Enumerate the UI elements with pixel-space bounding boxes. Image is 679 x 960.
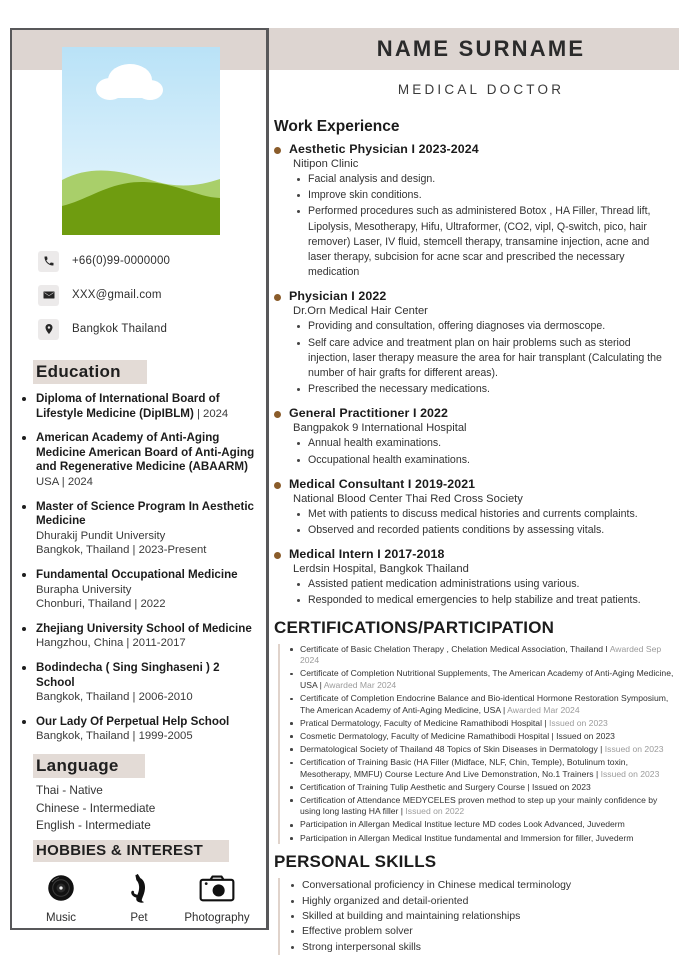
phone-icon [38,251,59,272]
language-item: Thai - Native [36,783,103,797]
certifications-heading: CERTIFICATIONS/PARTICIPATION [274,617,555,637]
language-item: Chinese - Intermediate [36,800,156,815]
education-meta: Dhurakij Pundit University Bangkok, Thailand | 2023-Present [36,529,207,557]
experience-role: Physician I 2022 [289,289,387,304]
experience-role: General Practitioner I 2022 [289,406,449,421]
experience-bullets [295,577,671,608]
certification-note: Issued on 2023 [549,717,608,728]
education-item [18,622,261,651]
certification-text: Certificate of Basic Chelation Therapy , Chelation Medical Association, Thailand I [300,643,610,654]
experience-bullets [295,172,671,280]
personal-skill-item: Effective problem solver [286,924,679,939]
work-experience-heading: Work Experience [274,118,400,135]
certification-item [286,795,679,818]
experience-bullet: Prescribed the necessary medications. [295,382,671,397]
cat-icon [101,868,177,908]
education-degree: American Academy of Anti-Aging Medicine American Board of Anti-Aging and Regenerative Medicine (ABAARM) [36,431,255,474]
experience-bullet: Improve skin conditions. [295,188,671,203]
experience-organization: Bangpakok 9 International Hospital [293,422,467,435]
vinyl-record-icon [23,868,99,908]
hobbies-list [22,868,256,924]
certification-text: Cosmetic Dermatology, Faculty of Medicine Ramathibodi Hospital | Issued on 2023 [300,730,615,741]
certification-note: Awarded Mar 2024 [507,704,580,715]
experience-role: Medical Consultant I 2019-2021 [289,476,476,491]
certification-note: Issued on 2022 [405,806,465,817]
certification-note: Issued on 2023 [604,743,664,754]
experience-organization: Lerdsin Hospital, Bangkok Thailand [293,563,469,576]
location-value: Bangkok Thailand [72,323,168,335]
education-item [18,431,261,489]
education-meta: Bangkok, Thailand | 1999-2005 [36,730,193,743]
personal-skill-item: Highly organized and detail-oriented [286,894,679,909]
certification-item [286,782,679,794]
certifications-block [278,644,679,845]
experience-organization: Nitipon Clinic [293,158,359,170]
certification-item [286,644,679,667]
education-meta: | 2024 [193,407,229,420]
experience-item [272,477,671,538]
education-item [18,500,261,558]
education-list [18,392,261,754]
education-meta: Burapha University Chonburi, Thailand | 2022 [36,583,166,611]
certification-item [286,744,679,756]
certification-item [286,757,679,780]
main-column [268,70,679,955]
certification-text: Certification of Training Tulip Aesthetic and Surgery Course | Issued on 2023 [300,781,591,792]
experience-bullet: Assisted patient medication administrations using various. [295,577,671,592]
certification-text: Participation in Allergan Medical Institue fundamental and Immersion for filler, Juvederm [300,832,634,843]
certification-item [286,668,679,691]
education-meta: Hangzhou, China | 2011-2017 [36,637,186,650]
certification-text: Certification of Training Basic (HA Filler (Midface, NLF, Chin, Temple), Botulinum toxin, Mesotherapy, MMFU) Course Lecture And Live Demonstration, No.1 Trainers | [300,757,628,779]
experience-item [272,547,671,608]
education-meta: USA | 2024 [36,475,93,488]
language-list [36,782,155,835]
experience-role: Medical Intern I 2017-2018 [289,547,445,562]
education-degree: Master of Science Program In Aesthetic Medicine [36,499,254,528]
hobby-music [23,868,99,924]
experience-bullet: Self care advice and treatment plan on hair problems such as steriod injection, laser therapy measure the area for hair transplant (Calculating the number of hair grafts for different areas). [295,336,671,382]
education-heading: Education [33,360,147,384]
personal-skill-item: Conversational proficiency in Chinese medical terminology [286,878,679,893]
contact-email[interactable] [38,280,258,310]
language-heading: Language [33,754,145,778]
experience-bullets [295,319,671,397]
language-item: English - Intermediate [36,818,151,832]
experience-bullet: Observed and recorded patients conditions by assessing vitals. [295,523,671,538]
certification-text: Dermatological Society of Thailand 48 Topics of Skin Diseases in Dermatology | [300,743,605,754]
certification-note: Awarded Sep 2024 [300,643,662,666]
phone-value: +66(0)99-0000000 [72,255,171,267]
experience-bullets [295,507,671,538]
personal-skills-list [286,878,679,955]
experience-bullet: Responded to medical emergencies to help stabilize and treat patients. [295,593,671,608]
job-title: MEDICAL DOCTOR [397,82,565,97]
experience-organization: Dr.Orn Medical Hair Center [293,305,428,318]
education-degree: Zhejiang University School of Medicine [36,621,252,635]
experience-bullet: Performed procedures such as administered Botox , HA Filler, Thread lift, Lipolysis, Mesotherapy, Hifu, Ultraformer, (CO2, vipl, Q-switch, pico, hair remover) Laser, IV fluid, stemcell therapy, transamine injection, acne and laser therapy, subcision for acne scar and prescribed the necessary medication [295,204,671,280]
experience-bullet: Facial analysis and design. [295,172,671,187]
certification-note: Awarded Mar 2024 [323,679,397,690]
experience-item [272,142,671,280]
location-pin-icon [38,319,59,340]
hobby-label: Pet [130,912,148,924]
education-degree: Fundamental Occupational Medicine [36,567,238,581]
experience-bullet: Annual health examinations. [295,436,671,451]
education-degree: Our Lady Of Perpetual Help School [36,714,230,728]
contact-location[interactable] [38,314,258,344]
personal-skill-item: Strong interpersonal skills [286,940,679,955]
certification-item [286,718,679,730]
education-item [18,392,261,421]
certification-text: Participation in Allergan Medical Institue lecture MD codes Look Advanced, Juvederm [300,819,625,830]
personal-skills-heading: PERSONAL SKILLS [274,852,437,872]
experience-item [272,289,671,397]
certification-note: Issued on 2023 [600,768,660,779]
email-value: XXX@gmail.com [72,289,162,301]
landscape-placeholder-icon [62,47,220,235]
contact-phone[interactable] [38,246,258,276]
hobby-pet [101,868,177,924]
experience-role: Aesthetic Physician I 2023-2024 [289,142,479,156]
hobby-photography [179,868,255,924]
education-degree: Bodindecha ( Sing Singhaseni ) 2 School [36,660,220,689]
certification-text: Pratical Dermatology, Faculty of Medicine Ramathibodi Hospital | [300,717,550,728]
page-title: NAME SURNAME [376,36,586,61]
experience-item [272,406,671,467]
certification-text: Certificate of Completion Endocrine Balance and Bio-identical Hormone Restoration Symposium, The American Academy of Anti-Aging Medicine, USA | [300,693,669,715]
hobby-label: Music [45,912,77,924]
certification-text: Certification of Attendance MEDYCELES proven method to step up your mainly confidence by using long lasting HA filler | [300,794,658,817]
certifications-list [286,644,679,845]
work-experience-list [268,142,679,609]
education-item [18,568,261,612]
certification-text: Certificate of Completion Nutritional Supplements, The American Academy of Anti-Aging Medicine, USA | [300,668,674,690]
education-item [18,661,261,705]
personal-skills-block [278,878,679,955]
certification-item [286,819,679,831]
personal-skill-item: Skilled at building and maintaining relationships [286,909,679,924]
certification-item [286,693,679,716]
email-icon [38,285,59,306]
hobbies-heading: HOBBIES & INTEREST [33,838,229,862]
experience-bullet: Met with patients to discuss medical histories and currents complaints. [295,507,671,522]
certification-item [286,833,679,845]
profile-photo-placeholder [62,47,220,235]
camera-icon [179,868,255,908]
certification-item [286,731,679,743]
experience-bullets [295,436,671,467]
contact-list [38,246,258,348]
education-item [18,715,261,744]
education-degree: Diploma of International Board of Lifestyle Medicine (DipIBLM) [36,392,220,420]
hobby-label: Photography [184,912,250,924]
education-meta: Bangkok, Thailand | 2006-2010 [36,691,193,704]
experience-bullet: Occupational health examinations. [295,453,671,468]
experience-organization: National Blood Center Thai Red Cross Society [293,492,523,505]
experience-bullet: Providing and consultation, offering diagnoses via dermoscope. [295,319,671,334]
